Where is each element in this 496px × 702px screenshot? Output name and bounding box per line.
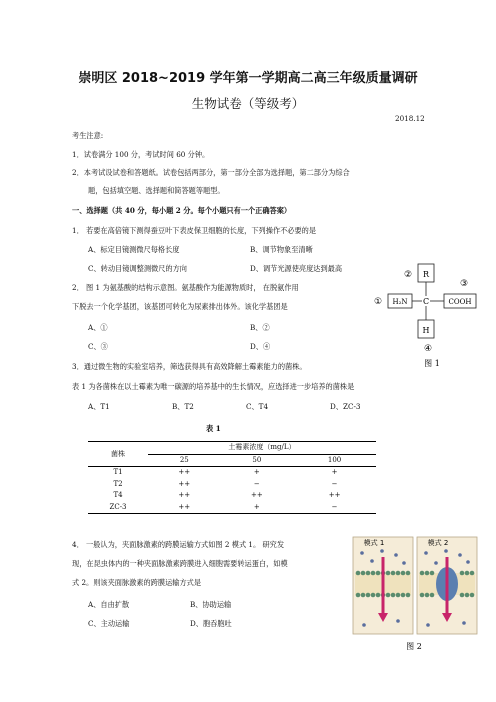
phospholipid-head [465,571,470,576]
molecule-dot [394,553,398,557]
table-cell: ++ [328,491,341,500]
amino-acid-structure-diagram [370,262,486,368]
phospholipid-head [460,593,465,598]
table-cell: + [253,468,260,477]
q3-description: 表 1 为各菌株在以土霉素为唯一碳源的培养基中的生长情况，应选择进一步培养的菌株是 [72,382,355,391]
table-cell: ++ [251,491,263,500]
q3-stem: 3．通过微生物的实验室培养，筛选获得具有高效降解土霉素能力的菌株。 [72,362,307,371]
q4-stem-line-1: 4． 一般认为，夹面脉激素的跨膜运输方式如图 2 模式 1。 研究发 [72,540,285,549]
phospholipid-head [470,593,475,598]
phospholipid-head [386,593,391,598]
phospholipid-head [366,571,371,576]
table-cell: − [253,479,260,488]
molecule-dot [360,551,364,555]
figure-2-caption: 图 2 [406,642,422,651]
table-col-25: 25 [148,454,221,467]
molecule-dot [380,549,384,553]
district-name: 崇明区 [78,71,118,86]
notes-item-2-line-2: 题，包括填空题、选择题和简答题等题型。 [88,186,225,195]
notes-item-2-line-1: 2．本考试设试卷和答题纸。试卷包括两部分，第一部分全部为选择题，第二部分为综合 [72,168,350,177]
molecule-dot [424,551,428,555]
marker-4: ④ [423,344,433,354]
table-row [88,502,376,514]
figure-1-amino-acid [370,262,486,368]
notes-heading: 考生注意: [72,131,104,140]
phospholipid-head [430,593,435,598]
membrane-transport-diagram [352,535,479,653]
phospholipid-head [425,571,430,576]
q1-option-c: C、转动目镜调整测微尺的方向 [88,264,187,273]
table-1 [88,441,376,514]
molecule-dot [396,619,400,623]
cooh-label: COOH [448,298,472,306]
molecule-dot [466,560,470,564]
table-cell-strain: T1 [113,468,123,477]
phospholipid-head [406,571,411,576]
table-col-50: 50 [221,454,294,467]
section-1-heading: 一、选择题（共 40 分，每小题 2 分。每个小题只有一个正确答案） [72,206,292,215]
q2-stem-line-1: 2． 图 1 为氨基酸的结构示意图。氨基酸作为能源物质时， 在脱氨作用 [72,283,299,292]
phospholipid-head [425,593,430,598]
table-cell: ++ [178,491,191,500]
phospholipid-head [465,593,470,598]
phospholipid-head [371,571,376,576]
exam-title-rest: 2018~2019 学年第一学期高二高三年级质量调研 [117,71,418,86]
table-cell-strain: T2 [113,479,123,488]
q4-option-a: A、自由扩散 [88,600,130,609]
q2-option-c: C、③ [88,342,108,351]
q1-option-b: B、调节物象至清晰 [250,245,313,254]
molecule-dot [370,559,374,563]
table-cell: + [331,468,338,477]
q3-option-c: C、T4 [246,402,269,411]
table-cell-strain: ZC-3 [88,502,148,514]
notes-item-1: 1．试卷满分 100 分，考试时间 60 分钟。 [72,150,210,159]
phospholipid-head [430,571,435,576]
q3-option-d: D、ZC-3 [330,402,361,411]
marker-2: ② [403,270,413,280]
table-header-strain: 菌株 [88,442,148,467]
marker-3: ③ [459,279,469,289]
r-label: R [422,270,430,279]
molecule-dot [402,561,406,565]
c-label: C [422,297,430,306]
table-col-100: 100 [293,454,376,467]
figure-2-transport-modes [352,535,479,653]
q2-option-d: D、④ [250,342,271,351]
exam-date: 2018.12 [395,114,425,123]
table-cell: + [221,502,294,514]
exam-title [0,67,496,86]
q1-stem: 1． 若要在高倍镜下测得蚕豆叶下表皮保卫细胞的长度，下列操作不必要的是 [72,226,317,235]
mode-2-label: 模式 2 [427,539,449,547]
mode-1-label: 模式 1 [363,539,385,547]
q4-stem-line-3: 式 2。则该夹面脉激素的跨膜运输方式是 [72,578,202,587]
q4-stem-line-2: 现，在昆虫体内的一种夹面脉激素跨膜进入细胞需要转运蛋白，如模 [72,559,288,568]
table-cell: ++ [148,502,221,514]
phospholipid-head [406,593,411,598]
phospholipid-head [386,571,391,576]
marker-1: ① [373,297,383,307]
molecule-dot [458,553,462,557]
phospholipid-head [401,593,406,598]
q4-option-c: C、主动运输 [88,619,130,628]
h-label: H [422,326,430,335]
q3-option-a: A、T1 [88,402,110,411]
phospholipid-head [396,593,401,598]
table-header-concentration: 土霉素浓度（mg/L） [148,442,376,455]
phospholipid-head [371,593,376,598]
q2-stem-line-2: 下脱去一个化学基团，该基团可转化为尿素排出体外。该化学基团是 [72,302,288,311]
phospholipid-head [356,593,361,598]
table-cell: − [293,502,376,514]
table-cell: ++ [178,468,191,477]
phospholipid-head [391,593,396,598]
table-row [88,490,376,502]
phospholipid-head [376,593,381,598]
amino-label: H₂N [392,298,408,306]
figure-1-caption: 图 1 [424,359,440,368]
molecule-dot [434,561,438,565]
phospholipid-head [460,571,465,576]
q2-option-a: A、① [88,323,108,332]
phospholipid-head [366,593,371,598]
q3-option-b: B、T2 [172,402,194,411]
phospholipid-head [376,571,381,576]
table-cell: − [331,479,338,488]
phospholipid-head [396,571,401,576]
table-row [88,467,376,479]
phospholipid-head [420,593,425,598]
phospholipid-head [420,571,425,576]
exam-subtitle: 生物试卷（等级考） [191,96,305,111]
table-cell-strain: T4 [113,491,123,500]
phospholipid-head [401,571,406,576]
phospholipid-head [361,593,366,598]
molecule-dot [444,549,448,553]
q2-option-b: B、② [250,323,270,332]
q4-option-b: B、协助运输 [190,600,232,609]
q4-option-d: D、胞吞胞吐 [190,619,232,628]
table-cell: ++ [178,479,191,488]
phospholipid-head [361,571,366,576]
q1-option-d: D、调节光源使亮度达到最高 [250,264,343,273]
molecule-dot [462,621,466,625]
table-row [88,479,376,491]
q1-option-a: A、标定目镜测微尺每格长度 [88,245,180,254]
table-1-caption: 表 1 [206,424,221,433]
phospholipid-head [470,571,475,576]
phospholipid-head [391,571,396,576]
molecule-dot [426,623,430,627]
molecule-dot [362,623,366,627]
phospholipid-head [356,571,361,576]
